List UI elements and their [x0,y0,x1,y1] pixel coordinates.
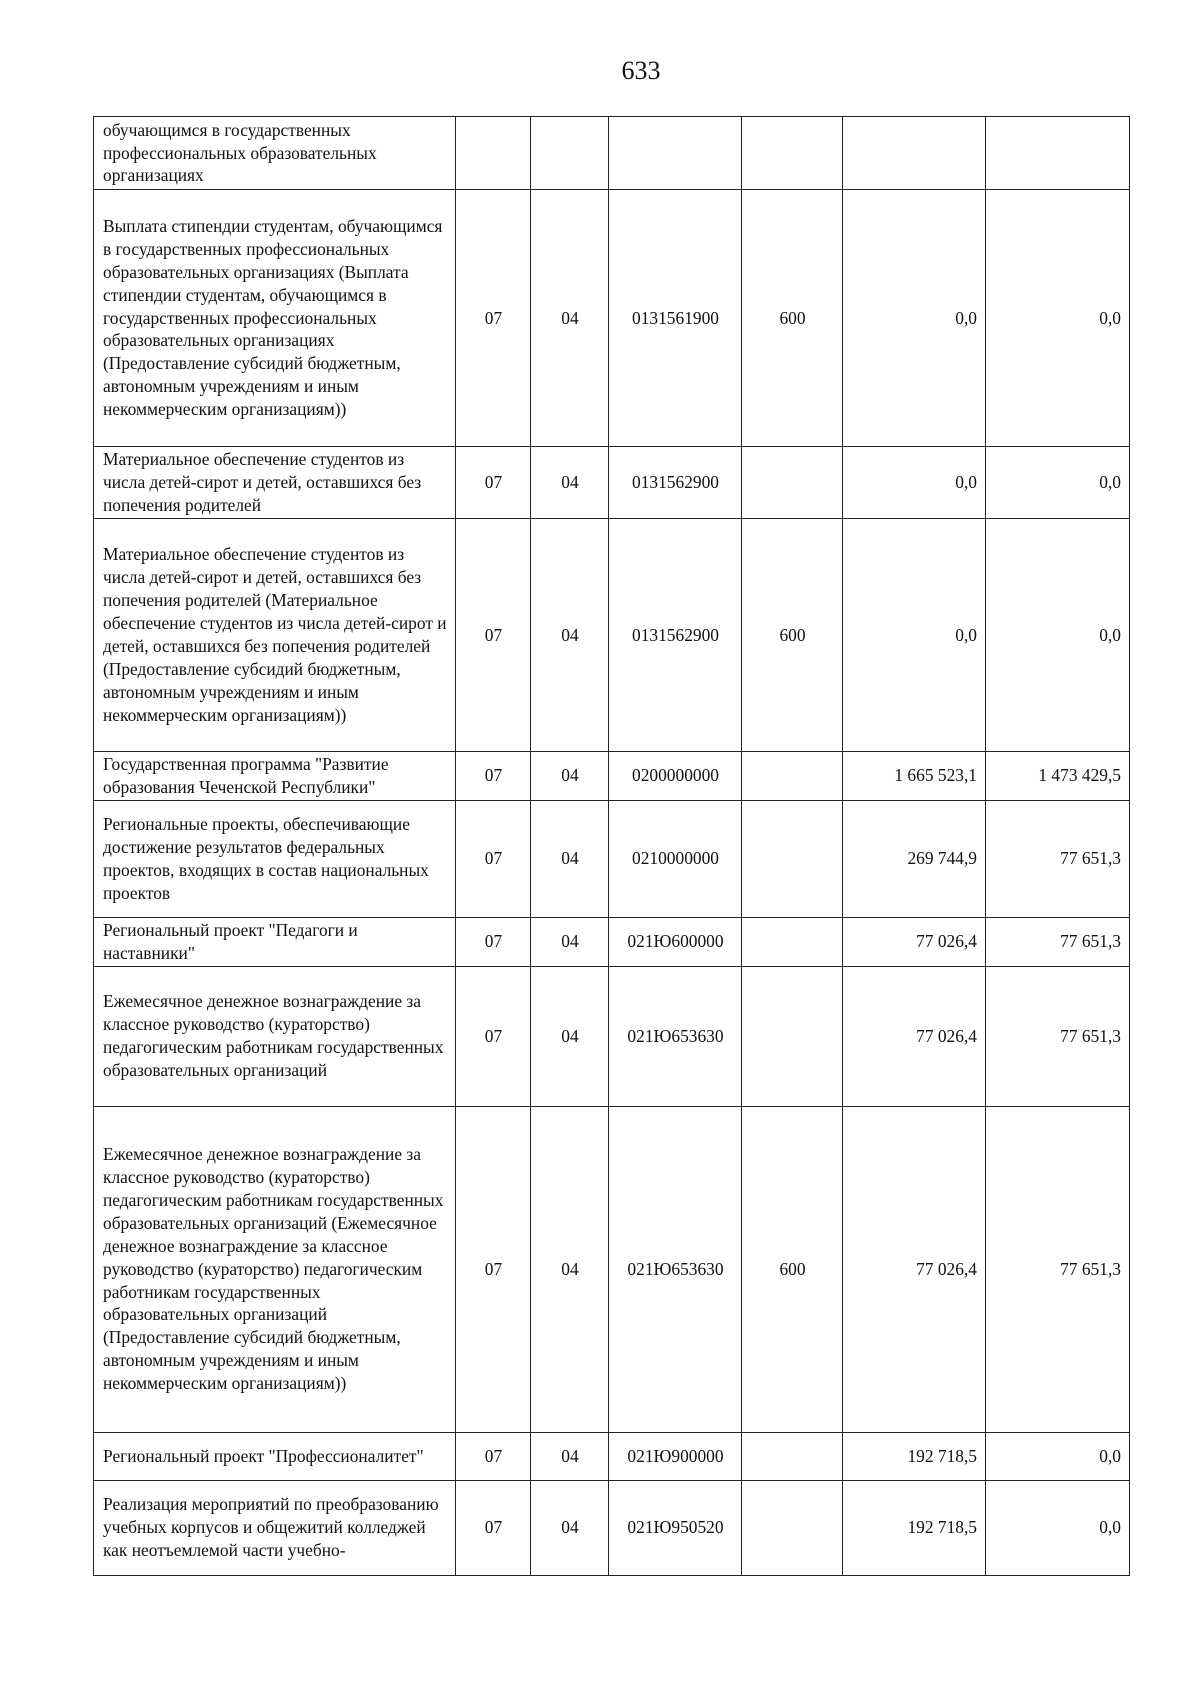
table-row [94,117,1130,190]
row-name: Региональный проект "Профессионалитет" [94,1432,456,1480]
table-row [94,519,1130,752]
amount-year-2: 77 651,3 [986,1106,1130,1432]
amount-year-1: 0,0 [843,190,986,447]
amount-year-1: 1 665 523,1 [843,752,986,801]
row-name: Региональный проект "Педагоги и наставники" [94,917,456,966]
section-code: 07 [456,1432,531,1480]
section-code: 07 [456,752,531,801]
target-item-code: 0200000000 [609,752,742,801]
amount-year-2 [986,117,1130,190]
row-name: Региональные проекты, обеспечивающие достижение результатов федеральных проектов, входящих в состав национальных проектов [94,800,456,917]
expense-type-code [742,1432,843,1480]
section-code: 07 [456,917,531,966]
table-row [94,190,1130,447]
table-row [94,1432,1130,1480]
subsection-code: 04 [531,966,609,1106]
amount-year-1: 192 718,5 [843,1432,986,1480]
target-item-code: 0131561900 [609,190,742,447]
amount-year-2: 77 651,3 [986,800,1130,917]
table-row [94,1480,1130,1575]
section-code: 07 [456,190,531,447]
amount-year-2: 0,0 [986,1432,1130,1480]
amount-year-1: 269 744,9 [843,800,986,917]
amount-year-2: 0,0 [986,519,1130,752]
table-row [94,917,1130,966]
target-item-code: 0131562900 [609,447,742,519]
amount-year-2: 0,0 [986,447,1130,519]
expense-type-code [742,917,843,966]
section-code [456,117,531,190]
amount-year-1: 0,0 [843,519,986,752]
amount-year-2: 1 473 429,5 [986,752,1130,801]
expense-type-code: 600 [742,519,843,752]
subsection-code: 04 [531,519,609,752]
row-name: Ежемесячное денежное вознаграждение за классное руководство (кураторство) педагогическим работникам государственных образовательных организаций (Ежемесячное денежное вознаграждение за классное руководство (кураторство) педагогическим работникам государственных образовательных организаций (Предоставление субсидий бюджетным, автономным учреждениям и иным некоммерческим организациям)) [94,1106,456,1432]
amount-year-2: 77 651,3 [986,917,1130,966]
expense-type-code [742,800,843,917]
expense-type-code [742,1480,843,1575]
section-code: 07 [456,966,531,1106]
table-row [94,966,1130,1106]
section-code: 07 [456,447,531,519]
amount-year-2: 0,0 [986,190,1130,447]
amount-year-2: 77 651,3 [986,966,1130,1106]
row-name: обучающимся в государственных профессиональных образовательных организациях [94,117,456,190]
subsection-code: 04 [531,917,609,966]
expense-type-code [742,966,843,1106]
row-name: Выплата стипендии студентам, обучающимся в государственных профессиональных образовательных организациях (Выплата стипендии студентам, обучающимся в государственных профессиональных образовательных организациях (Предоставление субсидий бюджетным, автономным учреждениям и иным некоммерческим организациям)) [94,190,456,447]
budget-table [93,116,1130,1576]
expense-type-code: 600 [742,190,843,447]
section-code: 07 [456,1480,531,1575]
amount-year-1: 77 026,4 [843,1106,986,1432]
target-item-code: 021Ю950520 [609,1480,742,1575]
subsection-code: 04 [531,752,609,801]
target-item-code: 021Ю653630 [609,1106,742,1432]
subsection-code: 04 [531,447,609,519]
amount-year-1: 77 026,4 [843,917,986,966]
amount-year-2: 0,0 [986,1480,1130,1575]
subsection-code: 04 [531,1106,609,1432]
target-item-code: 021Ю900000 [609,1432,742,1480]
target-item-code [609,117,742,190]
subsection-code: 04 [531,190,609,447]
subsection-code: 04 [531,800,609,917]
target-item-code: 0131562900 [609,519,742,752]
row-name: Государственная программа "Развитие образования Чеченской Республики" [94,752,456,801]
row-name: Реализация мероприятий по преобразованию учебных корпусов и общежитий колледжей как неотъемлемой части учебно- [94,1480,456,1575]
subsection-code [531,117,609,190]
page-number: 633 [621,56,661,85]
section-code: 07 [456,519,531,752]
amount-year-1 [843,117,986,190]
expense-type-code [742,752,843,801]
target-item-code: 021Ю600000 [609,917,742,966]
row-name: Ежемесячное денежное вознаграждение за классное руководство (кураторство) педагогическим работникам государственных образовательных организаций [94,966,456,1106]
target-item-code: 021Ю653630 [609,966,742,1106]
section-code: 07 [456,1106,531,1432]
subsection-code: 04 [531,1432,609,1480]
table-row [94,800,1130,917]
amount-year-1: 192 718,5 [843,1480,986,1575]
expense-type-code [742,447,843,519]
target-item-code: 0210000000 [609,800,742,917]
amount-year-1: 0,0 [843,447,986,519]
table-row [94,447,1130,519]
table-row [94,1106,1130,1432]
amount-year-1: 77 026,4 [843,966,986,1106]
subsection-code: 04 [531,1480,609,1575]
table-row [94,752,1130,801]
expense-type-code: 600 [742,1106,843,1432]
row-name: Материальное обеспечение студентов из числа детей-сирот и детей, оставшихся без попечения родителей (Материальное обеспечение студентов из числа детей-сирот и детей, оставшихся без попечения родителей (Предоставление субсидий бюджетным, автономным учреждениям и иным некоммерческим организациям)) [94,519,456,752]
expense-type-code [742,117,843,190]
row-name: Материальное обеспечение студентов из числа детей-сирот и детей, оставшихся без попечения родителей [94,447,456,519]
section-code: 07 [456,800,531,917]
